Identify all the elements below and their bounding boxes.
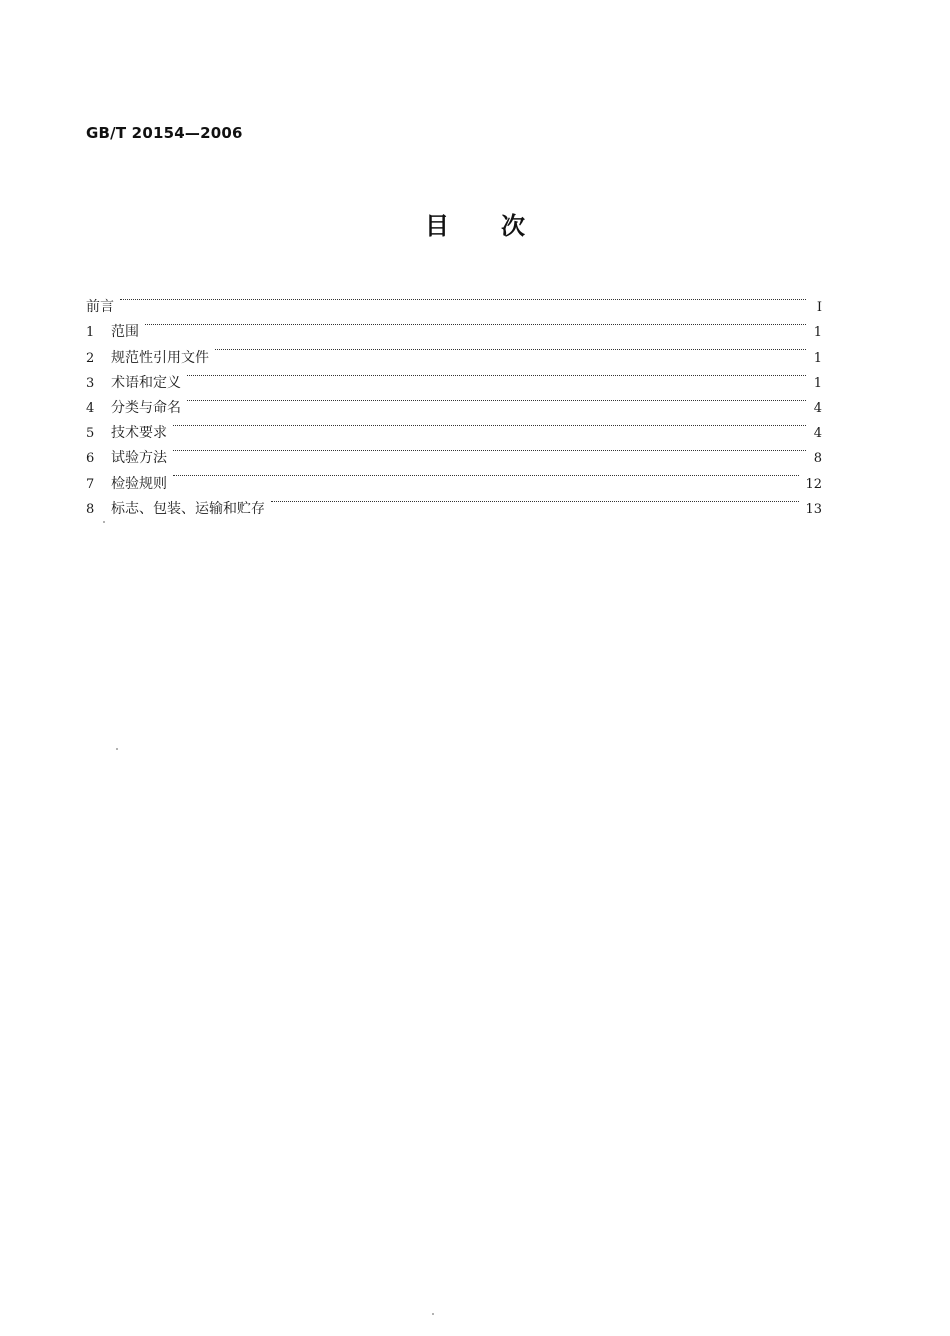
toc-entry-label: 规范性引用文件 (111, 349, 209, 366)
toc-entry-number: 7 (86, 476, 95, 492)
toc-entry-page: 4 (813, 400, 822, 416)
toc-entry-number: 3 (86, 375, 95, 391)
toc-entry-label: 前言 (86, 299, 114, 316)
scan-speck (103, 521, 105, 523)
toc-entry-label: 分类与命名 (111, 399, 181, 416)
toc-entry-label: 标志、包装、运输和贮存 (111, 500, 265, 517)
toc-entry-foreword[interactable] (86, 286, 822, 316)
toc-entry-label: 范围 (111, 324, 139, 341)
toc-entry-page: 8 (813, 451, 822, 467)
standard-code: GB/T 20154—2006 (86, 124, 243, 142)
toc-entry-3[interactable] (86, 362, 822, 391)
toc-leader-dots (215, 336, 806, 361)
toc-title-char-1: 目 (425, 212, 449, 240)
toc-entry-number: 5 (86, 426, 95, 442)
toc-entry-number: 4 (86, 400, 95, 416)
toc-entry-page: 12 (805, 476, 822, 492)
toc-entry-label: 检验规则 (111, 475, 167, 492)
toc-entry-number: 8 (86, 501, 95, 517)
toc-entry-page: I (816, 300, 822, 316)
toc-entry-label: 术语和定义 (111, 374, 181, 391)
toc-entry-7[interactable] (86, 462, 822, 492)
toc-leader-dots (145, 311, 806, 336)
toc-entry-number: 2 (86, 350, 95, 366)
toc-entry-page: 4 (813, 426, 822, 442)
toc-leader-dots (271, 488, 799, 513)
toc-entry-page: 13 (805, 501, 822, 517)
toc-entry-2[interactable] (86, 336, 822, 366)
toc-leader-dots (173, 437, 806, 462)
toc-entry-1[interactable] (86, 311, 822, 341)
toc-entry-number: 1 (86, 325, 95, 341)
toc-entry-number: 6 (86, 451, 95, 467)
toc-entry-6[interactable] (86, 437, 822, 467)
scan-speck (116, 748, 118, 750)
toc-entry-label: 试验方法 (111, 450, 167, 467)
toc-entry-4[interactable] (86, 387, 822, 416)
toc-entry-label: 技术要求 (111, 425, 167, 442)
toc-leader-dots (173, 412, 806, 437)
toc-entry-page: 1 (813, 325, 822, 341)
toc-title (0, 206, 950, 241)
toc-entry-8[interactable] (86, 488, 822, 517)
toc-leader-dots (187, 362, 806, 387)
toc-leader-dots (120, 286, 806, 311)
scan-speck (432, 1313, 434, 1315)
toc-entry-page: 1 (813, 375, 822, 391)
toc-leader-dots (187, 387, 806, 412)
toc-entry-5[interactable] (86, 412, 822, 442)
toc-entry-page: 1 (813, 350, 822, 366)
toc-title-char-2: 次 (501, 212, 525, 240)
toc-leader-dots (173, 462, 799, 487)
table-of-contents (86, 286, 822, 517)
